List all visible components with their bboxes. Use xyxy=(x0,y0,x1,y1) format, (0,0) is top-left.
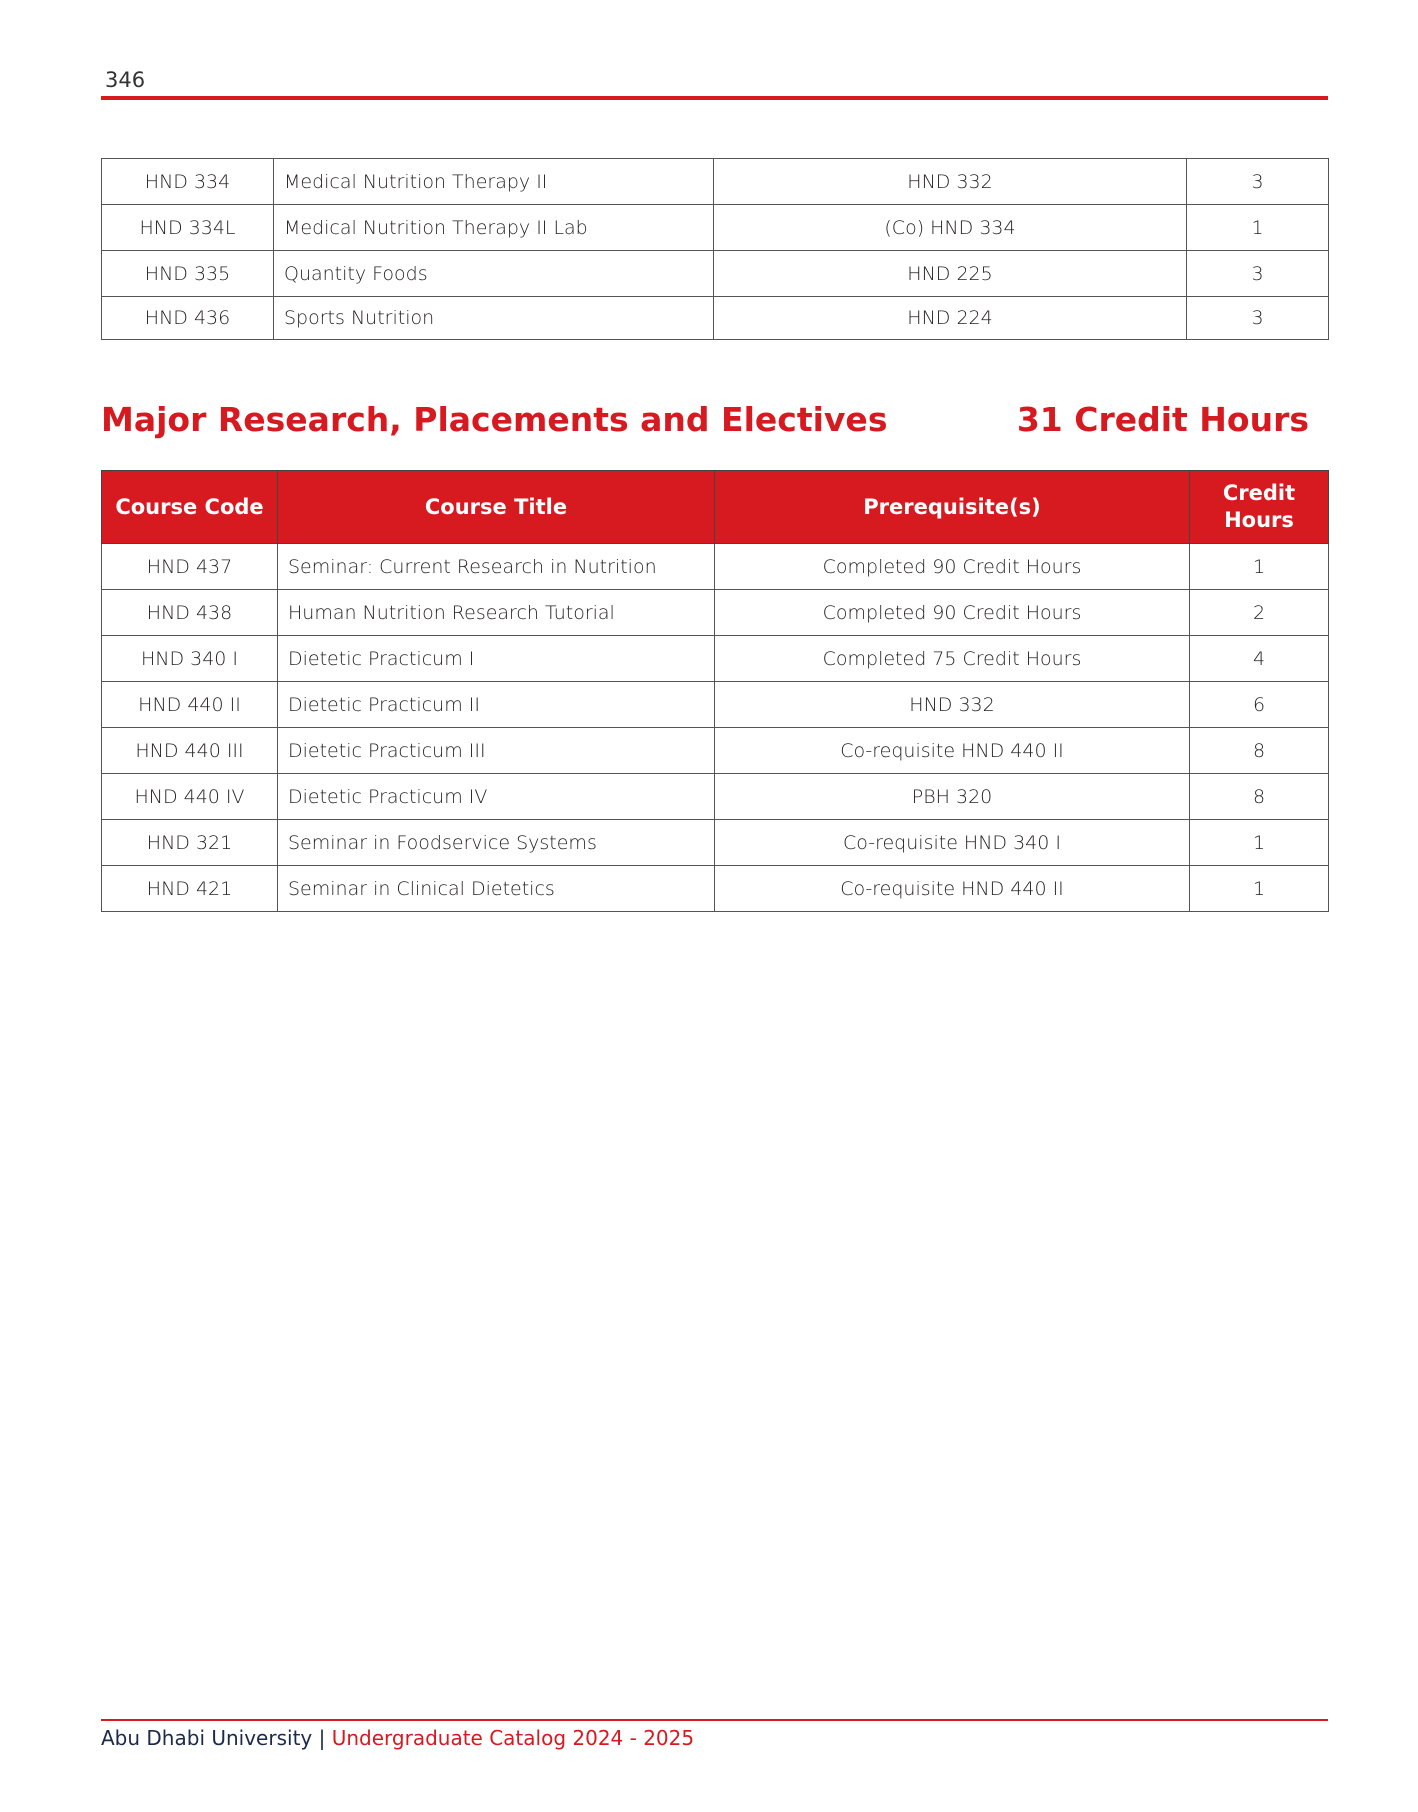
course-code-cell: HND 334 xyxy=(102,159,274,205)
prerequisite-cell: Co-requisite HND 440 II xyxy=(715,728,1190,774)
credit-hours-cell: 8 xyxy=(1190,774,1329,820)
credit-hours-cell: 3 xyxy=(1187,297,1329,340)
prerequisite-cell: PBH 320 xyxy=(715,774,1190,820)
prerequisite-cell: HND 225 xyxy=(714,251,1187,297)
footer-separator: | xyxy=(318,1726,326,1750)
credit-hours-cell: 1 xyxy=(1190,820,1329,866)
table-row xyxy=(102,682,1329,728)
course-title-cell: Dietetic Practicum I xyxy=(278,636,715,682)
prerequisite-cell: HND 332 xyxy=(714,159,1187,205)
credit-hours-cell: 6 xyxy=(1190,682,1329,728)
prerequisite-cell: (Co) HND 334 xyxy=(714,205,1187,251)
course-title-cell: Medical Nutrition Therapy II Lab xyxy=(274,205,714,251)
prerequisite-cell: HND 332 xyxy=(715,682,1190,728)
credit-hours-cell: 3 xyxy=(1187,251,1329,297)
credit-hours-cell: 3 xyxy=(1187,159,1329,205)
course-code-cell: HND 321 xyxy=(102,820,278,866)
course-code-cell: HND 334L xyxy=(102,205,274,251)
course-title-cell: Dietetic Practicum II xyxy=(278,682,715,728)
footer xyxy=(101,1726,694,1750)
table-row xyxy=(102,205,1329,251)
course-title-cell: Seminar in Foodservice Systems xyxy=(278,820,715,866)
course-title-cell: Dietetic Practicum IV xyxy=(278,774,715,820)
footer-catalog-title: Undergraduate Catalog 2024 - 2025 xyxy=(331,1726,695,1750)
course-code-cell: HND 437 xyxy=(102,544,278,590)
table-header-row xyxy=(102,471,1329,544)
table-row xyxy=(102,866,1329,912)
table-row xyxy=(102,590,1329,636)
course-title-cell: Medical Nutrition Therapy II xyxy=(274,159,714,205)
footer-university-name: Abu Dhabi University xyxy=(101,1726,313,1750)
course-code-cell: HND 438 xyxy=(102,590,278,636)
course-title-cell: Dietetic Practicum III xyxy=(278,728,715,774)
table-row xyxy=(102,820,1329,866)
course-code-cell: HND 440 IV xyxy=(102,774,278,820)
course-title-cell: Sports Nutrition xyxy=(274,297,714,340)
course-code-cell: HND 440 II xyxy=(102,682,278,728)
prerequisite-cell: Completed 75 Credit Hours xyxy=(715,636,1190,682)
course-code-cell: HND 335 xyxy=(102,251,274,297)
course-title-cell: Seminar: Current Research in Nutrition xyxy=(278,544,715,590)
table-row xyxy=(102,774,1329,820)
table-row xyxy=(102,636,1329,682)
course-title-cell: Human Nutrition Research Tutorial xyxy=(278,590,715,636)
credit-hours-cell: 2 xyxy=(1190,590,1329,636)
course-code-cell: HND 340 I xyxy=(102,636,278,682)
prerequisite-cell: HND 224 xyxy=(714,297,1187,340)
header-rule xyxy=(101,96,1328,100)
credit-hours-cell: 1 xyxy=(1187,205,1329,251)
table-row xyxy=(102,159,1329,205)
credit-hours-cell: 8 xyxy=(1190,728,1329,774)
footer-rule xyxy=(101,1719,1328,1721)
section-credit-hours: 31 Credit Hours xyxy=(1016,400,1309,439)
column-header-course-code: Course Code xyxy=(102,471,278,544)
course-code-cell: HND 440 III xyxy=(102,728,278,774)
table-row xyxy=(102,251,1329,297)
prerequisite-cell: Completed 90 Credit Hours xyxy=(715,544,1190,590)
table-row xyxy=(102,297,1329,340)
credit-hours-cell: 1 xyxy=(1190,544,1329,590)
prerequisite-cell: Co-requisite HND 440 II xyxy=(715,866,1190,912)
section-title: Major Research, Placements and Electives xyxy=(101,400,888,439)
prerequisite-cell: Co-requisite HND 340 I xyxy=(715,820,1190,866)
prerequisite-cell: Completed 90 Credit Hours xyxy=(715,590,1190,636)
table-row xyxy=(102,728,1329,774)
column-header-prerequisites: Prerequisite(s) xyxy=(715,471,1190,544)
continued-course-table xyxy=(101,158,1329,340)
research-placements-table xyxy=(101,470,1329,912)
course-code-cell: HND 421 xyxy=(102,866,278,912)
course-title-cell: Quantity Foods xyxy=(274,251,714,297)
course-title-cell: Seminar in Clinical Dietetics xyxy=(278,866,715,912)
credit-hours-cell: 1 xyxy=(1190,866,1329,912)
table-row xyxy=(102,544,1329,590)
page-number: 346 xyxy=(105,68,146,92)
course-code-cell: HND 436 xyxy=(102,297,274,340)
column-header-course-title: Course Title xyxy=(278,471,715,544)
column-header-credit-hours: Credit Hours xyxy=(1190,471,1329,544)
credit-hours-cell: 4 xyxy=(1190,636,1329,682)
